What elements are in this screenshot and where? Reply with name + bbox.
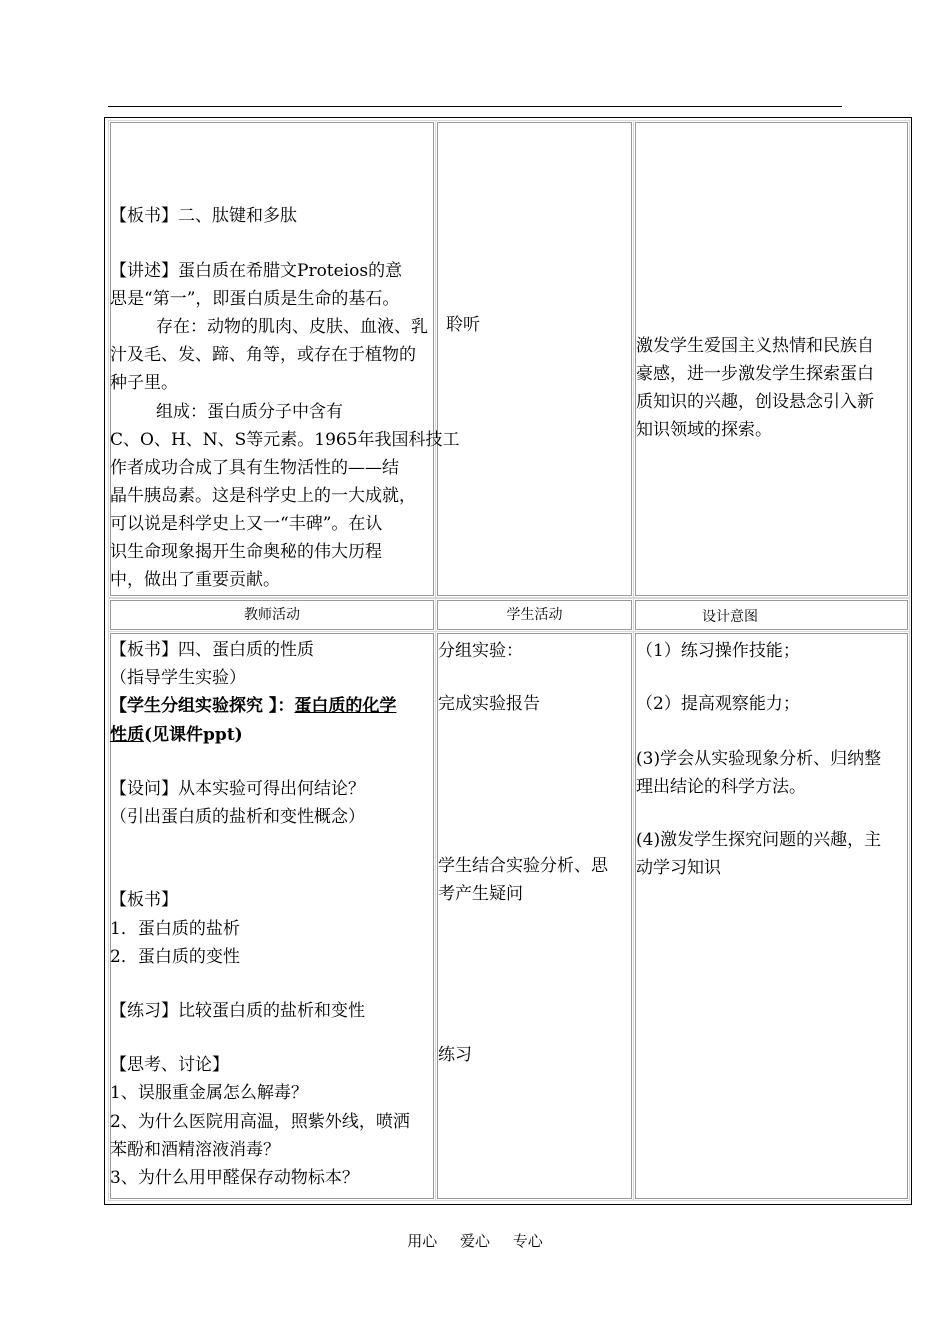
board-item: 1．蛋白质的盐析	[110, 919, 240, 939]
teacher-line: （指导学生实验）	[110, 668, 246, 688]
header-design-intent: 设计意图	[702, 609, 758, 625]
student-line: 学生结合实验分析、思	[438, 856, 608, 876]
group-experiment-label: 【学生分组实验探究 】：	[110, 696, 295, 716]
board-item: 2．蛋白质的变性	[110, 947, 240, 967]
header-rule	[108, 106, 842, 107]
lecture-line: 晶牛胰岛素。这是科学史上的一大成就，	[110, 486, 416, 506]
experiment-topic: 蛋白质的化学	[294, 696, 397, 716]
student-line: 练习	[438, 1045, 472, 1065]
discussion-label: 【思考、讨论】	[110, 1055, 229, 1075]
lecture-line: 可以说是科学史上又一“丰碑”。在认	[110, 514, 383, 534]
lecture-line: 组成：蛋白质分子中含有	[156, 402, 343, 422]
intent-item: 理出结论的科学方法。	[636, 777, 806, 797]
discussion-item: 1、误服重金属怎么解毒？	[110, 1083, 308, 1103]
lecture-line: 识生命现象揭开生命奥秘的伟大历程	[110, 542, 382, 562]
lecture-line: 存在：动物的肌肉、皮肤、血液、乳	[156, 317, 428, 337]
footer-word: 爱心	[459, 1232, 490, 1250]
footer-word: 用心	[407, 1232, 438, 1250]
exercise-line: 【练习】比较蛋白质的盐析和变性	[110, 1001, 365, 1021]
footer-word: 专心	[512, 1232, 543, 1250]
intent-line: 豪感，进一步激发学生探索蛋白	[636, 364, 874, 384]
lecture-line: 作者成功合成了具有生物活性的——结	[110, 458, 399, 478]
intent-item: 动学习知识	[636, 858, 721, 878]
discussion-item: 3、为什么用甲醛保存动物标本？	[110, 1168, 359, 1188]
page-footer	[0, 1230, 950, 1251]
experiment-topic: 性质	[110, 725, 144, 745]
student-activity-listen: 聆听	[446, 315, 480, 335]
intent-item: (3)学会从实验现象分析、归纳整	[636, 749, 882, 769]
header-teacher-activity: 教师活动	[244, 607, 300, 623]
group-experiment-heading	[110, 692, 396, 720]
student-line: 完成实验报告	[438, 694, 540, 714]
question-line: （引出蛋白质的盐析和变性概念）	[110, 807, 365, 827]
intent-item: (4)激发学生探究问题的兴趣，主	[636, 830, 882, 850]
board-heading-peptide: 【板书】二、肽键和多肽	[110, 206, 297, 226]
question-line: 【设问】从本实验可得出何结论？	[110, 779, 365, 799]
board-heading-properties: 【板书】四、蛋白质的性质	[110, 640, 314, 660]
row1-student-cell	[437, 122, 632, 596]
header-student-activity: 学生活动	[506, 607, 563, 623]
student-line: 考产生疑问	[438, 884, 523, 904]
lecture-line: 种子里。	[110, 373, 178, 393]
discussion-item: 苯酚和酒精溶液消毒？	[110, 1140, 280, 1160]
lecture-line: 思是“第一”，即蛋白质是生命的基石。	[110, 289, 400, 309]
student-line: 分组实验：	[438, 641, 523, 661]
ppt-reference: (见课件ppt)	[144, 725, 243, 745]
intent-line: 激发学生爱国主义热情和民族自	[636, 336, 874, 356]
intent-line: 知识领域的探索。	[636, 420, 772, 440]
lecture-line: 【讲述】蛋白质在希腊文Proteios的意	[110, 261, 403, 281]
intent-item: （2）提高观察能力；	[636, 694, 800, 714]
intent-item: （1）练习操作技能；	[636, 641, 800, 661]
lecture-line: 中，做出了重要贡献。	[110, 570, 280, 590]
experiment-topic-continued	[110, 721, 243, 749]
discussion-item: 2、为什么医院用高温，照紫外线，喷洒	[110, 1112, 410, 1132]
board-label: 【板书】	[110, 890, 178, 910]
lecture-line: C、O、H、N、S等元素。1965年我国科技工	[110, 430, 460, 450]
lecture-line: 汁及毛、发、蹄、角等，或存在于植物的	[110, 345, 416, 365]
intent-line: 质知识的兴趣，创设悬念引入新	[636, 392, 874, 412]
